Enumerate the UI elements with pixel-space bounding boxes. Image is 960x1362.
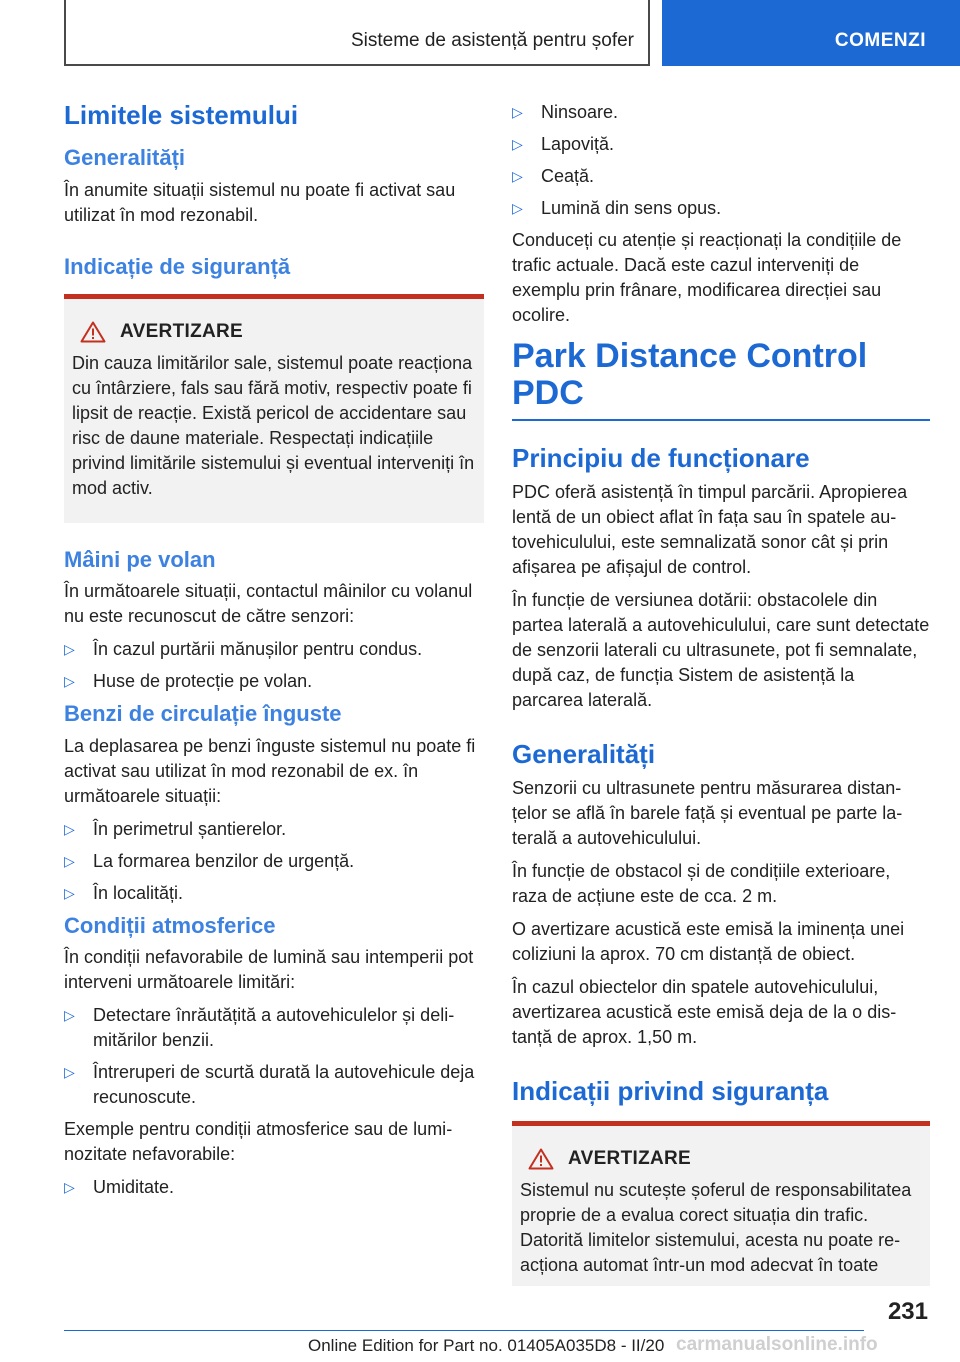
- pdc-general-heading: Generalități: [512, 738, 656, 769]
- hands-text: În următoarele situații, contactul mâinilor cu volanul nu este recunoscut de către senzori:: [64, 581, 473, 627]
- hands-list: [64, 637, 484, 694]
- weather-heading: Condiții atmosferice: [64, 912, 276, 938]
- weather-list: [64, 1003, 484, 1110]
- page-header: [0, 0, 960, 66]
- bullet-triangle-icon: ▷: [64, 1007, 75, 1024]
- warning-header: [520, 1148, 922, 1170]
- bullet-triangle-icon: ▷: [512, 168, 523, 184]
- pdc-general-text-4: În cazul obiectelor din spatele autovehiculului, avertizarea acustică este emisă deja de la o distanță de aprox. 1,50 m.: [512, 977, 897, 1048]
- page-number: 231: [887, 1298, 928, 1325]
- warning-header: [72, 321, 476, 343]
- examples-list: [64, 1175, 484, 1200]
- narrow-lanes-text: La deplasarea pe benzi înguste sistemul nu poate fi activat sau utilizat în mod rezonabil de ex. în următoarele situații:: [64, 735, 476, 806]
- general-heading: Generalități: [64, 145, 186, 171]
- watermark: carmanualsonline.info: [676, 1334, 878, 1355]
- warning-triangle-icon: [80, 321, 106, 343]
- list-item: ▷ Lumină din sens opus.: [512, 196, 930, 221]
- examples-text: Exemple pentru condiții atmosferice sau de luminozitate nefavorabile:: [64, 1119, 453, 1165]
- warning-text: Din cauza limitărilor sale, sistemul poate reacționa cu întârziere, fals sau fără motiv, respectiv poate fi lipsit de reacție. Există pericol de accidentare sau risc de daune materiale. Respectați indicațiile privind limitările sistemului și eventual interveniți în mod activ.: [72, 352, 475, 498]
- right-column: [512, 100, 930, 1286]
- bullet-triangle-icon: ▷: [64, 1064, 75, 1081]
- bullet-triangle-icon: ▷: [64, 641, 75, 658]
- section-header-box: [64, 0, 650, 66]
- list-item: ▷ Detectare înrăutățită a autovehiculelor și delimitărilor benzii.: [64, 1005, 455, 1051]
- bullet-triangle-icon: ▷: [512, 104, 523, 120]
- system-limits-title: Limitele sistemului: [64, 100, 299, 130]
- chapter-title: Park Distance Control PDC: [512, 338, 930, 421]
- chapter-tab-label: COMENZI: [834, 30, 926, 51]
- list-item: ▷ În localități.: [64, 881, 484, 906]
- general-text: În anumite situații sistemul nu poate fi activat sau utilizat în mod rezonabil.: [64, 179, 456, 225]
- pdc-safety-heading: Indicații privind siguranța: [512, 1076, 829, 1107]
- bullet-triangle-icon: ▷: [512, 136, 523, 152]
- bullet-triangle-icon: ▷: [64, 673, 75, 690]
- list-item: ▷ În perimetrul șantierelor.: [64, 817, 484, 842]
- footer-divider: [64, 1330, 864, 1331]
- warning-title: AVERTIZARE: [120, 320, 243, 342]
- list-item: ▷ Întreruperi de scurtă durată la autovehicule deja recunoscute.: [64, 1062, 475, 1108]
- lanes-list: [64, 817, 484, 906]
- section-title: Sisteme de asistență pentru șofer: [350, 30, 634, 51]
- principle-heading: Principiu de funcționare: [512, 442, 810, 473]
- list-item: ▷ Ceață.: [512, 164, 930, 189]
- narrow-lanes-heading: Benzi de circulație înguste: [64, 701, 342, 727]
- pdc-general-text-2: În funcție de obstacol și de condițiile exterioare, raza de acțiune este de cca. 2 m.: [512, 861, 891, 907]
- bullet-triangle-icon: ▷: [64, 884, 75, 901]
- warning-title: AVERTIZARE: [568, 1148, 691, 1170]
- bullet-triangle-icon: ▷: [512, 200, 523, 216]
- warning-triangle-icon: [528, 1148, 554, 1170]
- principle-text-1: PDC oferă asistență în timpul parcării. Apropierea lentă de un obiect aflat în fața sau în spatele autovehiculului, este semnalizată sonor cât și prin afișarea pe afișajul de control.: [512, 481, 908, 577]
- list-item: ▷ Ninsoare.: [512, 100, 930, 125]
- list-item: ▷ La formarea benzilor de urgență.: [64, 849, 484, 874]
- safety-heading: Indicație de siguranță: [64, 253, 291, 279]
- list-item: ▷ În cazul purtării mănușilor pentru condus.: [64, 637, 484, 662]
- warning-box: [64, 294, 484, 523]
- examples-list-continued: [512, 100, 930, 221]
- list-item: ▷ Lapoviță.: [512, 132, 930, 157]
- pdc-warning-box: [512, 1121, 930, 1286]
- bullet-triangle-icon: ▷: [64, 852, 75, 869]
- principle-text-2: În funcție de versiunea dotării: obstacolele din partea laterală a autovehiculului, care sunt detectate de senzorii laterali cu ultrasunete, pot fi semnalate, după caz, de funcția Sistem de asistență la parcarea laterală.: [512, 589, 930, 710]
- bullet-triangle-icon: ▷: [64, 1179, 75, 1196]
- edition-text: Online Edition for Part no. 01405A035D8 - II/20: [308, 1336, 665, 1355]
- list-item: ▷ Huse de protecție pe volan.: [64, 669, 484, 694]
- weather-text: În condiții nefavorabile de lumină sau intemperii pot interveni următoarele limitări:: [64, 947, 474, 993]
- chapter-tab[interactable]: [662, 0, 960, 66]
- bullet-triangle-icon: ▷: [64, 820, 75, 837]
- list-item: ▷ Umiditate.: [64, 1175, 484, 1200]
- hands-heading: Mâini pe volan: [64, 546, 216, 572]
- pdc-general-text-3: O avertizare acustică este emisă la iminența unei coliziuni la aprox. 70 cm distanță de obiect.: [512, 919, 905, 965]
- drive-carefully-text: Conduceți cu atenție și reacționați la condițiile de trafic actuale. Dacă este cazul interveniți de exemplu prin frânare, modificarea direcției sau ocolire.: [512, 230, 902, 325]
- left-column: [64, 100, 484, 1207]
- pdc-general-text-1: Senzorii cu ultrasunete pentru măsurarea distanțelor se află în barele față și eventual pe parte laterală a autovehiculului.: [512, 778, 903, 849]
- warning-text: Sistemul nu scutește șoferul de responsabilitatea proprie de a evalua corect situația din trafic. Datorită limitelor sistemului, acesta nu poate reacționa automat într-un mod adecvat în toate: [520, 1180, 912, 1276]
